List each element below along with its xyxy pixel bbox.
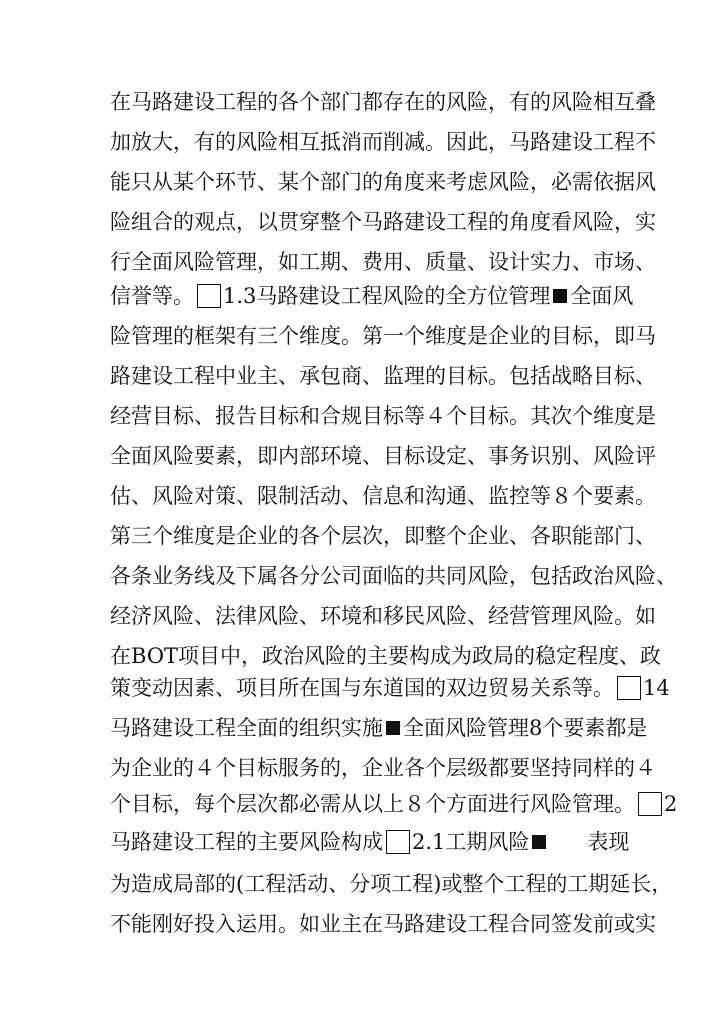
empty-box-icon	[386, 830, 410, 854]
text-line	[110, 710, 648, 746]
text-segment: 个目标，每个层次都必需从以上８个方面进行风险管理。	[110, 792, 635, 816]
text-line: 不能刚好投入运用。如业主在马路建设工程合同签发前或实	[110, 912, 656, 936]
text-line	[110, 824, 630, 860]
text-segment: 2	[664, 792, 678, 816]
text-line: 在马路建设工程的各个部门都存在的风险，有的风险相互叠	[110, 90, 656, 114]
text-line: 险管理的框架有三个维度。第一个维度是企业的目标，即马	[110, 324, 656, 348]
text-line: 全面风险要素，即内部环境、目标设定、事务识别、风险评	[110, 444, 656, 468]
text-line	[110, 278, 634, 314]
text-segment: 14	[643, 676, 670, 700]
text-segment: 2.1工期风险	[412, 830, 530, 854]
empty-box-icon	[617, 676, 641, 700]
text-segment: 策变动因素、项目所在国与东道国的双边贸易关系等。	[110, 676, 614, 700]
black-square-icon	[553, 289, 567, 303]
text-line: 经济风险、法律风险、环境和移民风险、经营管理风险。如	[110, 604, 656, 628]
text-segment: 1.3马路建设工程风险的全方位管理	[223, 284, 551, 308]
text-line	[110, 670, 670, 706]
text-line: 能只从某个环节、某个部门的角度来考虑风险，必需依据风	[110, 170, 656, 194]
text-segment: 马路建设工程全面的组织实施	[110, 716, 383, 740]
text-segment: 马路建设工程的主要风险构成	[110, 830, 383, 854]
text-line: 加放大，有的风险相互抵消而削减。因此，马路建设工程不	[110, 130, 656, 154]
text-segment: 表现	[587, 830, 630, 854]
text-line: 为企业的４个目标服务的，企业各个层级都要坚持同样的４	[110, 756, 656, 780]
empty-box-icon	[638, 792, 662, 816]
text-segment: 信誉等。	[110, 284, 194, 308]
black-square-icon	[386, 721, 400, 735]
text-line: 路建设工程中业主、承包商、监理的目标。包括战略目标、	[110, 364, 656, 388]
text-line: 估、风险对策、限制活动、信息和沟通、监控等８个要素。	[110, 484, 656, 508]
text-line: 在BOT项目中，政治风险的主要构成为政局的稳定程度、政	[110, 644, 662, 668]
text-line: 各条业务线及下属各分公司面临的共同风险，包括政治风险、	[110, 564, 677, 588]
text-line	[110, 786, 678, 822]
text-line: 为造成局部的(工程活动、分项工程)或整个工程的工期延长，	[110, 872, 673, 896]
text-segment: 全面风险管理8个要素都是	[403, 716, 648, 740]
text-line: 险组合的观点，以贯穿整个马路建设工程的角度看风险，实	[110, 210, 656, 234]
text-line: 行全面风险管理，如工期、费用、质量、设计实力、市场、	[110, 250, 656, 274]
text-line: 经营目标、报告目标和合规目标等４个目标。其次个维度是	[110, 404, 656, 428]
black-square-icon	[532, 835, 546, 849]
empty-box-icon	[197, 284, 221, 308]
text-line: 第三个维度是企业的各个层次，即整个企业、各职能部门、	[110, 524, 656, 548]
text-segment: 全面风	[570, 284, 634, 308]
